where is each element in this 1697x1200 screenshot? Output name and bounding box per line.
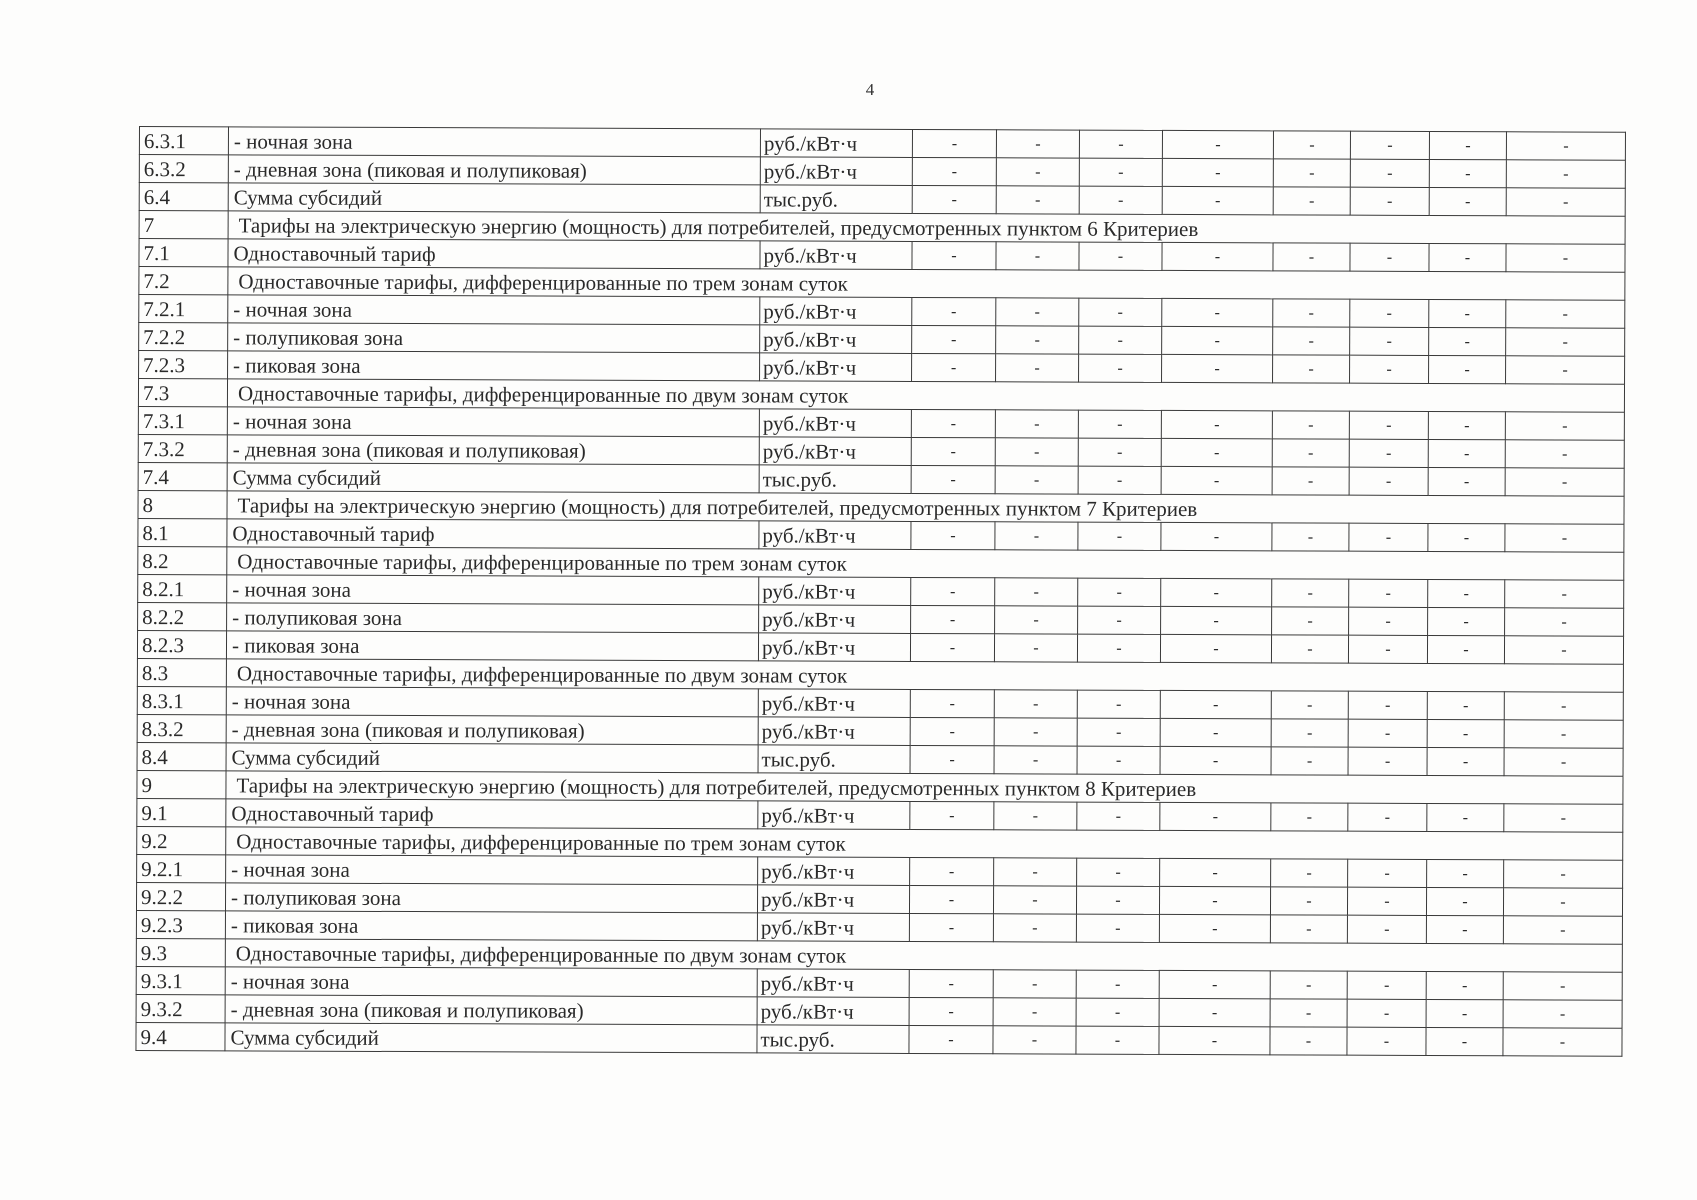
value-cell: - (1349, 411, 1428, 439)
value-cell: - (994, 718, 1077, 746)
row-name: Одноставочный тариф (227, 519, 759, 549)
row-name: - пиковая зона (228, 351, 760, 381)
value-cell: - (1505, 524, 1624, 552)
value-cell: - (1504, 692, 1623, 720)
value-cell: - (912, 241, 996, 269)
row-name: - дневная зона (пиковая и полупиковая) (225, 995, 757, 1025)
table-row (136, 1022, 1622, 1056)
value-cell: - (1428, 523, 1505, 551)
value-cell: - (909, 1025, 993, 1053)
value-cell: - (994, 634, 1077, 662)
value-cell: - (994, 746, 1077, 774)
value-cell: - (1273, 243, 1350, 271)
value-cell: - (1161, 410, 1272, 438)
value-cell: - (1079, 158, 1162, 186)
value-cell: - (1160, 802, 1271, 830)
value-cell: - (1162, 242, 1273, 270)
value-cell: - (1271, 859, 1348, 887)
row-number: 8.2.3 (137, 630, 226, 658)
value-cell: - (1272, 439, 1349, 467)
row-name: Одноставочный тариф (226, 799, 758, 829)
row-number: 9.3.2 (136, 994, 225, 1022)
row-unit: руб./кВт·ч (759, 577, 911, 606)
row-unit: тыс.руб. (759, 465, 911, 494)
value-cell: - (1427, 691, 1504, 719)
row-number: 7.3.1 (138, 406, 227, 434)
row-unit: тыс.руб. (758, 745, 910, 774)
value-cell: - (1272, 607, 1349, 635)
value-cell: - (1077, 858, 1160, 886)
row-number: 7 (139, 211, 228, 239)
value-cell: - (1077, 802, 1160, 830)
row-unit: руб./кВт·ч (760, 353, 912, 382)
value-cell: - (1504, 860, 1623, 888)
value-cell: - (1426, 1027, 1503, 1055)
row-unit: руб./кВт·ч (759, 605, 911, 634)
row-number: 6.4 (139, 183, 228, 211)
row-number: 9.4 (136, 1022, 225, 1050)
value-cell: - (1159, 1026, 1270, 1054)
value-cell: - (1426, 971, 1503, 999)
value-cell: - (996, 354, 1079, 382)
value-cell: - (1160, 858, 1271, 886)
row-name: - полупиковая зона (228, 323, 760, 353)
value-cell: - (996, 242, 1079, 270)
value-cell: - (911, 437, 995, 465)
value-cell: - (1350, 187, 1429, 215)
value-cell: - (910, 801, 994, 829)
value-cell: - (1270, 999, 1347, 1027)
value-cell: - (1273, 131, 1350, 159)
row-number: 9.2.1 (137, 854, 226, 882)
value-cell: - (1347, 971, 1426, 999)
value-cell: - (1078, 578, 1161, 606)
value-cell: - (994, 858, 1077, 886)
row-unit: руб./кВт·ч (760, 129, 912, 158)
value-cell: - (1349, 607, 1428, 635)
row-name: - полупиковая зона (225, 883, 757, 913)
value-cell: - (910, 717, 994, 745)
value-cell: - (1347, 915, 1426, 943)
row-unit: руб./кВт·ч (760, 325, 912, 354)
row-unit: руб./кВт·ч (760, 297, 912, 326)
value-cell: - (1160, 634, 1271, 662)
value-cell: - (993, 914, 1076, 942)
row-number: 6.3.2 (139, 155, 228, 183)
value-cell: - (1503, 916, 1622, 944)
value-cell: - (1428, 439, 1505, 467)
value-cell: - (993, 1026, 1076, 1054)
value-cell: - (1427, 747, 1504, 775)
value-cell: - (1159, 970, 1270, 998)
value-cell: - (1504, 636, 1623, 664)
value-cell: - (1076, 886, 1159, 914)
value-cell: - (1161, 522, 1272, 550)
value-cell: - (1503, 1000, 1622, 1028)
value-cell: - (1505, 440, 1624, 468)
value-cell: - (1079, 298, 1162, 326)
value-cell: - (1505, 608, 1624, 636)
value-cell: - (911, 409, 995, 437)
value-cell: - (912, 297, 996, 325)
row-number: 7.3 (138, 379, 227, 407)
section-title: Одноставочные тарифы, дифференцированные по двум зонам суток (226, 659, 1623, 692)
row-name: Одноставочный тариф (228, 239, 760, 269)
row-name: - ночная зона (226, 855, 758, 885)
value-cell: - (1427, 719, 1504, 747)
value-cell: - (911, 605, 995, 633)
row-name: - дневная зона (пиковая и полупиковая) (227, 435, 759, 465)
value-cell: - (1350, 299, 1429, 327)
value-cell: - (1270, 915, 1347, 943)
row-unit: тыс.руб. (760, 185, 912, 214)
value-cell: - (1272, 579, 1349, 607)
value-cell: - (1270, 1027, 1347, 1055)
value-cell: - (1504, 720, 1623, 748)
row-number: 7.4 (138, 462, 227, 490)
value-cell: - (1076, 914, 1159, 942)
value-cell: - (1427, 635, 1504, 663)
value-cell: - (1347, 999, 1426, 1027)
row-number: 8.3.2 (137, 714, 226, 742)
value-cell: - (1078, 466, 1161, 494)
value-cell: - (1162, 130, 1273, 158)
value-cell: - (1428, 411, 1505, 439)
value-cell: - (1348, 747, 1427, 775)
value-cell: - (1159, 914, 1270, 942)
row-name: - ночная зона (225, 967, 757, 997)
value-cell: - (1161, 606, 1272, 634)
tariff-table (135, 126, 1626, 1057)
value-cell: - (1505, 580, 1624, 608)
value-cell: - (1506, 188, 1625, 216)
row-number: 9.2 (137, 826, 226, 854)
value-cell: - (1273, 187, 1350, 215)
value-cell: - (996, 298, 1079, 326)
value-cell: - (1348, 635, 1427, 663)
value-cell: - (911, 465, 995, 493)
value-cell: - (1077, 690, 1160, 718)
page-number: 4 (865, 80, 875, 99)
value-cell: - (1272, 467, 1349, 495)
value-cell: - (1349, 467, 1428, 495)
value-cell: - (993, 970, 1076, 998)
value-cell: - (1078, 606, 1161, 634)
row-unit: руб./кВт·ч (757, 969, 909, 998)
row-number: 7.2.2 (139, 323, 228, 351)
section-title: Одноставочные тарифы, дифференцированные по двум зонам суток (227, 379, 1624, 412)
row-number: 7.2.1 (139, 295, 228, 323)
section-title: Тарифы на электрическую энергию (мощность) для потребителей, предусмотренных пунктом 7 Критериев (227, 491, 1624, 524)
value-cell: - (1076, 1026, 1159, 1054)
value-cell: - (1503, 888, 1622, 916)
value-cell: - (993, 886, 1076, 914)
row-number: 8.3 (137, 658, 226, 686)
value-cell: - (1429, 299, 1506, 327)
row-number: 8.2 (138, 546, 227, 574)
value-cell: - (996, 326, 1079, 354)
value-cell: - (1349, 579, 1428, 607)
row-number: 8 (138, 490, 227, 518)
value-cell: - (1506, 328, 1625, 356)
value-cell: - (1428, 579, 1505, 607)
value-cell: - (1429, 187, 1506, 215)
value-cell: - (912, 129, 996, 157)
value-cell: - (1161, 466, 1272, 494)
value-cell: - (1505, 412, 1624, 440)
row-name: Сумма субсидий (226, 743, 758, 773)
value-cell: - (996, 186, 1079, 214)
value-cell: - (1271, 635, 1348, 663)
row-name: - дневная зона (пиковая и полупиковая) (226, 715, 758, 745)
row-unit: руб./кВт·ч (757, 885, 909, 914)
value-cell: - (1429, 327, 1506, 355)
value-cell: - (1428, 607, 1505, 635)
value-cell: - (909, 997, 993, 1025)
value-cell: - (1428, 467, 1505, 495)
value-cell: - (1350, 243, 1429, 271)
value-cell: - (1159, 998, 1270, 1026)
value-cell: - (1503, 972, 1622, 1000)
value-cell: - (1079, 326, 1162, 354)
value-cell: - (1427, 859, 1504, 887)
row-number: 8.1 (138, 518, 227, 546)
value-cell: - (1162, 354, 1273, 382)
value-cell: - (911, 521, 995, 549)
value-cell: - (1426, 915, 1503, 943)
value-cell: - (995, 578, 1078, 606)
value-cell: - (1076, 998, 1159, 1026)
value-cell: - (996, 130, 1079, 158)
value-cell: - (1079, 242, 1162, 270)
row-number: 9.2.3 (136, 910, 225, 938)
value-cell: - (1426, 999, 1503, 1027)
row-name: - пиковая зона (225, 911, 757, 941)
value-cell: - (1349, 439, 1428, 467)
row-name: Сумма субсидий (228, 183, 760, 213)
value-cell: - (1350, 327, 1429, 355)
section-title: Тарифы на электрическую энергию (мощность) для потребителей, предусмотренных пунктом 6 Критериев (228, 211, 1625, 244)
value-cell: - (1271, 803, 1348, 831)
row-unit: руб./кВт·ч (759, 409, 911, 438)
table-body (136, 127, 1626, 1057)
row-number: 7.2.3 (139, 351, 228, 379)
value-cell: - (995, 438, 1078, 466)
row-number: 9.3.1 (136, 966, 225, 994)
value-cell: - (1161, 438, 1272, 466)
value-cell: - (1078, 522, 1161, 550)
value-cell: - (1505, 468, 1624, 496)
value-cell: - (995, 606, 1078, 634)
row-name: - ночная зона (226, 687, 758, 717)
value-cell: - (1160, 718, 1271, 746)
value-cell: - (1347, 887, 1426, 915)
section-title: Одноставочные тарифы, дифференцированные по трем зонам суток (226, 827, 1623, 860)
row-name: - пиковая зона (226, 631, 758, 661)
row-name: - ночная зона (227, 575, 759, 605)
row-unit: руб./кВт·ч (758, 633, 910, 662)
value-cell: - (1506, 132, 1625, 160)
value-cell: - (1159, 886, 1270, 914)
row-name: - дневная зона (пиковая и полупиковая) (228, 155, 760, 185)
value-cell: - (911, 577, 995, 605)
row-number: 7.3.2 (138, 434, 227, 462)
value-cell: - (1078, 438, 1161, 466)
value-cell: - (1429, 355, 1506, 383)
row-number: 8.2.1 (138, 574, 227, 602)
value-cell: - (1427, 803, 1504, 831)
value-cell: - (1161, 578, 1272, 606)
row-unit: руб./кВт·ч (758, 689, 910, 718)
value-cell: - (1079, 186, 1162, 214)
row-unit: руб./кВт·ч (760, 157, 912, 186)
value-cell: - (993, 998, 1076, 1026)
row-number: 9 (137, 770, 226, 798)
value-cell: - (1503, 1028, 1622, 1056)
value-cell: - (1079, 354, 1162, 382)
value-cell: - (910, 633, 994, 661)
value-cell: - (1506, 244, 1625, 272)
value-cell: - (1349, 523, 1428, 551)
row-number: 9.1 (137, 798, 226, 826)
value-cell: - (1272, 411, 1349, 439)
value-cell: - (1429, 131, 1506, 159)
row-unit: руб./кВт·ч (757, 997, 909, 1026)
row-unit: руб./кВт·ч (759, 437, 911, 466)
value-cell: - (912, 185, 996, 213)
value-cell: - (1270, 887, 1347, 915)
value-cell: - (1160, 746, 1271, 774)
value-cell: - (996, 158, 1079, 186)
value-cell: - (910, 689, 994, 717)
section-title: Одноставочные тарифы, дифференцированные по трем зонам суток (228, 267, 1625, 300)
value-cell: - (909, 913, 993, 941)
value-cell: - (910, 857, 994, 885)
row-unit: руб./кВт·ч (758, 717, 910, 746)
row-unit: руб./кВт·ч (760, 241, 912, 270)
value-cell: - (1162, 326, 1273, 354)
value-cell: - (912, 325, 996, 353)
section-title: Одноставочные тарифы, дифференцированные по трем зонам суток (227, 547, 1624, 580)
value-cell: - (1506, 300, 1625, 328)
row-unit: тыс.руб. (757, 1025, 909, 1054)
value-cell: - (1077, 746, 1160, 774)
value-cell: - (1348, 691, 1427, 719)
value-cell: - (1429, 159, 1506, 187)
value-cell: - (1348, 719, 1427, 747)
section-title: Тарифы на электрическую энергию (мощность) для потребителей, предусмотренных пунктом 8 Критериев (226, 771, 1623, 804)
value-cell: - (1077, 718, 1160, 746)
value-cell: - (1350, 355, 1429, 383)
value-cell: - (1272, 523, 1349, 551)
value-cell: - (995, 466, 1078, 494)
value-cell: - (1076, 970, 1159, 998)
value-cell: - (1078, 410, 1161, 438)
section-title: Одноставочные тарифы, дифференцированные по двум зонам суток (225, 939, 1622, 972)
value-cell: - (1162, 298, 1273, 326)
row-number: 8.3.1 (137, 686, 226, 714)
value-cell: - (1079, 130, 1162, 158)
value-cell: - (1273, 327, 1350, 355)
row-name: Сумма субсидий (227, 463, 759, 493)
row-number: 8.4 (137, 742, 226, 770)
value-cell: - (1271, 719, 1348, 747)
row-unit: руб./кВт·ч (759, 521, 911, 550)
value-cell: - (1504, 748, 1623, 776)
value-cell: - (912, 157, 996, 185)
value-cell: - (995, 522, 1078, 550)
value-cell: - (1270, 971, 1347, 999)
value-cell: - (1350, 131, 1429, 159)
value-cell: - (994, 690, 1077, 718)
value-cell: - (1271, 691, 1348, 719)
value-cell: - (1348, 803, 1427, 831)
row-number: 9.2.2 (136, 882, 225, 910)
row-name: - ночная зона (227, 407, 759, 437)
row-number: 9.3 (136, 938, 225, 966)
value-cell: - (1273, 355, 1350, 383)
row-unit: руб./кВт·ч (758, 801, 910, 830)
row-name: - полупиковая зона (227, 603, 759, 633)
row-number: 7.2 (139, 267, 228, 295)
value-cell: - (1506, 160, 1625, 188)
value-cell: - (909, 885, 993, 913)
value-cell: - (1160, 690, 1271, 718)
value-cell: - (1347, 1027, 1426, 1055)
row-name: - ночная зона (228, 127, 760, 157)
value-cell: - (909, 969, 993, 997)
row-name: Сумма субсидий (225, 1023, 757, 1053)
value-cell: - (1162, 158, 1273, 186)
value-cell: - (1162, 186, 1273, 214)
row-unit: руб./кВт·ч (757, 913, 909, 942)
row-number: 6.3.1 (139, 127, 228, 155)
value-cell: - (994, 802, 1077, 830)
value-cell: - (1273, 299, 1350, 327)
value-cell: - (1273, 159, 1350, 187)
row-name: - ночная зона (228, 295, 760, 325)
value-cell: - (1348, 859, 1427, 887)
value-cell: - (910, 745, 994, 773)
row-number: 7.1 (139, 239, 228, 267)
value-cell: - (1077, 634, 1160, 662)
value-cell: - (1504, 804, 1623, 832)
value-cell: - (995, 410, 1078, 438)
value-cell: - (1506, 356, 1625, 384)
value-cell: - (1350, 159, 1429, 187)
value-cell: - (912, 353, 996, 381)
value-cell: - (1271, 747, 1348, 775)
row-number: 8.2.2 (138, 602, 227, 630)
value-cell: - (1429, 243, 1506, 271)
value-cell: - (1426, 887, 1503, 915)
row-unit: руб./кВт·ч (758, 857, 910, 886)
